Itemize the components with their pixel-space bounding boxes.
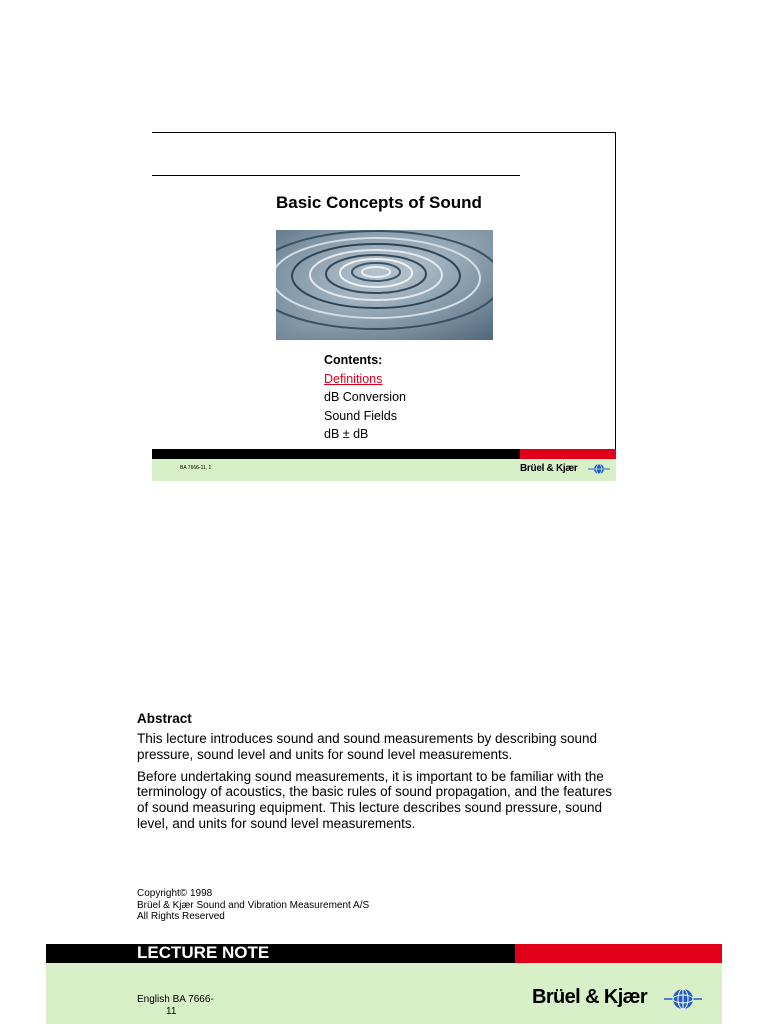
slide-footer-red-bar (520, 449, 616, 459)
slide-title: Basic Concepts of Sound (276, 193, 482, 212)
brand-logo: Brüel & Kjær (532, 986, 648, 1008)
document-code-line: English BA 7666- (137, 994, 214, 1005)
lecture-note-title: LECTURE NOTE (137, 943, 270, 962)
abstract-heading: Abstract (137, 711, 192, 726)
slide-preview (152, 132, 616, 481)
copyright-block (137, 888, 369, 923)
slide-brand-logo: Brüel & Kjær (520, 463, 578, 474)
water-ripple-image (276, 230, 493, 340)
slide-code: BA 7666-11, 1 (180, 465, 212, 471)
contents-list (324, 351, 406, 444)
contents-item-db-plus-minus-db: dB ± dB (324, 427, 369, 441)
lecture-note-black-bar (46, 944, 515, 963)
document-code (137, 994, 214, 1017)
copyright-line: Brüel & Kjær Sound and Vibration Measurement A/S (137, 899, 370, 911)
contents-item-sound-fields: Sound Fields (324, 408, 397, 423)
document-code-line: 11 (166, 1005, 177, 1017)
slide-footer (152, 459, 616, 481)
contents-item-definitions[interactable]: Definitions (324, 371, 383, 386)
copyright-line: All Rights Reserved (137, 911, 225, 922)
slide-footer-black-bar (152, 449, 520, 459)
bk-globe-logo-icon (588, 462, 610, 480)
abstract-section (137, 711, 617, 838)
abstract-paragraph: Before undertaking sound measurements, it is important to be familiar with the terminology of acoustics, the basic rules of sound propagation, and the features of sound measuring equipment. This lecture describes sound pressure, sound level, and units for sound level measurements. (137, 768, 613, 831)
contents-heading: Contents: (324, 353, 383, 367)
copyright-line: Copyright© 1998 (137, 888, 213, 899)
abstract-paragraph: This lecture introduces sound and sound measurements by describing sound pressure, sound level and units for sound level measurements. (137, 731, 598, 762)
contents-item-db-conversion: dB Conversion (324, 390, 406, 404)
slide-top-rule (152, 175, 520, 176)
bk-globe-logo-icon (664, 988, 702, 1015)
lecture-note-red-bar (515, 944, 722, 963)
